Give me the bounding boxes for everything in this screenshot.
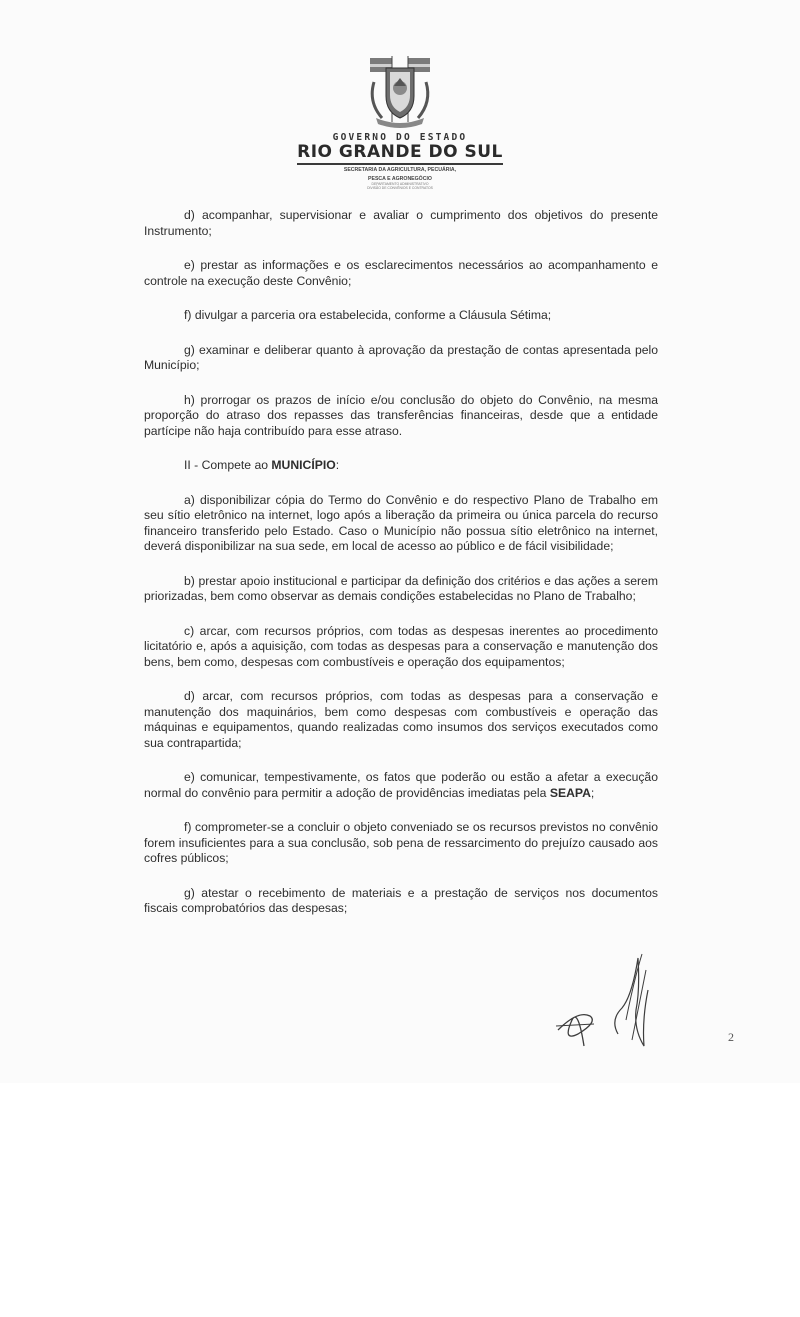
state-name: RIO GRANDE DO SUL [297,143,503,165]
clause-d: d) acompanhar, supervisionar e avaliar o cumprimento dos objetivos do presente Instrumento; [144,208,658,238]
municipio-item-e-text: e) comunicar, tempestivamente, os fatos que poderão ou estão a afetar a execução normal do convênio para permitir a adoção de providências imediatas pela [144,770,658,800]
secretariat-line-1: SECRETARIA DA AGRICULTURA, PECUÁRIA, [343,167,457,173]
document-body [144,208,658,917]
municipio-item-b: b) prestar apoio institucional e participar da definição dos critérios e das ações a serem priorizadas, bem como observar as demais condições estabelecidas no Plano de Trabalho; [144,573,658,603]
department-line-1: DEPARTAMENTO ADMINISTRATIVO [371,182,429,186]
seapa-label: SEAPA [549,785,591,800]
section-ii-subject: MUNICÍPIO [271,458,336,472]
clause-f: f) divulgar a parceria ora estabelecida, conforme a Cláusula Sétima; [184,308,552,322]
section-ii-suffix: : [335,458,340,472]
department-line-2: DIVISÃO DE CONVÊNIOS E CONTRATOS [367,186,433,191]
municipio-item-e [144,770,658,801]
handwritten-signatures-icon [548,950,658,1056]
section-ii-prefix: II - Compete ao [184,458,272,472]
municipio-item-c: c) arcar, com recursos próprios, com todas as despesas inerentes ao procedimento licitatório e, após a aquisição, com todas as despesas para a conservação e manutenção dos bens, bem como, despesas com combustíveis e operação dos equipamentos; [144,623,658,669]
letterhead [0,52,800,190]
clause-g: g) examinar e deliberar quanto à aprovação da prestação de contas apresentada pelo Município; [144,342,658,372]
page-number: 2 [728,1030,734,1044]
clause-h: h) prorrogar os prazos de início e/ou conclusão do objeto do Convênio, na mesma proporção do atraso dos repasses das transferências financeiras, desde que a entidade partícipe não haja contribuído para esse atraso. [144,392,658,438]
municipio-item-d: d) arcar, com recursos próprios, com todas as despesas para a conservação e manutenção dos maquinários, bem como despesas com combustíveis e operação das máquinas e equipamentos, quando realizadas como insumos dos serviços executados como sua contrapartida; [144,689,658,750]
rio-grande-do-sul-coat-of-arms-icon [364,52,436,128]
municipio-item-e-end: ; [590,785,595,800]
clause-e: e) prestar as informações e os esclarecimentos necessários ao acompanhamento e controle na execução deste Convênio; [144,258,658,288]
section-ii-heading [144,458,658,474]
municipio-item-a: a) disponibilizar cópia do Termo do Convênio e do respectivo Plano de Trabalho em seu sítio eletrônico na internet, logo após a liberação da primeira ou única parcela do recurso financeiro transferido pelo Estado. Caso o Município não possua sítio eletrônico na internet, deverá disponibilizar na sua sede, em local de acesso ao público e de fácil visibilidade; [144,492,658,553]
municipio-item-g: g) atestar o recebimento de materiais e a prestação de serviços nos documentos fiscais comprobatórios das despesas; [144,885,658,915]
municipio-item-f: f) comprometer-se a concluir o objeto conveniado se os recursos previstos no convênio forem insuficientes para a sua conclusão, sob pena de ressarcimento do prejuízo causado aos cofres públicos; [144,820,658,865]
secretariat-line-2: PESCA E AGRONEGÓCIO [368,175,432,182]
gov-title: GOVERNO DO ESTADO [332,132,468,143]
